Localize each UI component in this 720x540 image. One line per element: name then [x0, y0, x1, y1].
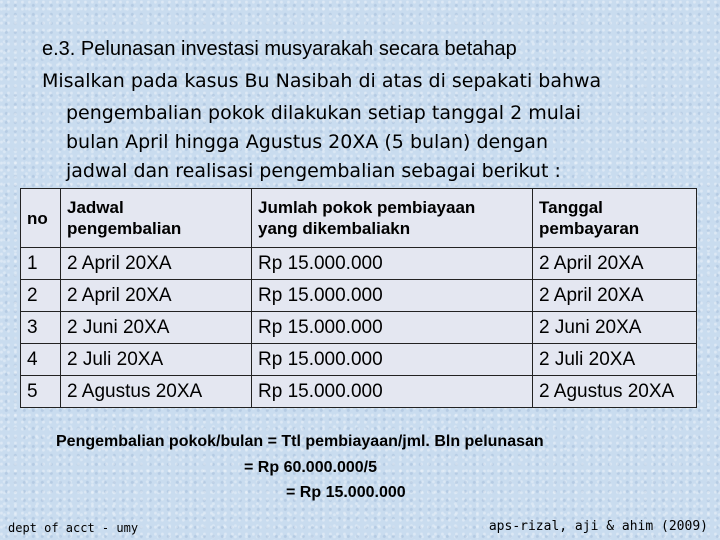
footer-left: dept of acct - umy — [8, 521, 139, 535]
header-jadwal-line-1: Jadwal — [67, 198, 124, 217]
cell-tanggal: 2 Juni 20XA — [533, 312, 697, 344]
paragraph-line-1: Misalkan pada kasus Bu Nasibah di atas di sepakati bahwa — [42, 70, 602, 92]
table-row — [21, 344, 697, 376]
header-no: no — [21, 189, 61, 248]
footer-right: aps-rizal, aji & ahim (2009) — [488, 519, 708, 534]
cell-jumlah: Rp 15.000.000 — [252, 280, 533, 312]
table-row — [21, 312, 697, 344]
cell-jumlah: Rp 15.000.000 — [252, 312, 533, 344]
header-jumlah-line-2: yang dikembaliakn — [258, 219, 411, 238]
header-jadwal — [61, 189, 252, 248]
table-row — [21, 248, 697, 280]
table-row — [21, 376, 697, 408]
table-row — [21, 280, 697, 312]
slide-title: e.3. Pelunasan investasi musyarakah secara betahap — [42, 38, 517, 60]
cell-tanggal: 2 April 20XA — [533, 248, 697, 280]
cell-tanggal: 2 April 20XA — [533, 280, 697, 312]
cell-jumlah: Rp 15.000.000 — [252, 248, 533, 280]
cell-jadwal: 2 April 20XA — [61, 248, 252, 280]
cell-tanggal: 2 Agustus 20XA — [533, 376, 697, 408]
cell-jadwal: 2 Juli 20XA — [61, 344, 252, 376]
formula-line-3: = Rp 15.000.000 — [286, 484, 406, 501]
cell-no: 5 — [21, 376, 61, 408]
paragraph-line-3: bulan April hingga Agustus 20XA (5 bulan) dengan — [66, 131, 548, 153]
cell-jumlah: Rp 15.000.000 — [252, 376, 533, 408]
header-tanggal-line-2: pembayaran — [539, 219, 640, 238]
table-header-row — [21, 189, 697, 248]
header-tanggal-line-1: Tanggal — [539, 198, 603, 217]
paragraph-line-4: jadwal dan realisasi pengembalian sebagai berikut : — [66, 160, 561, 182]
cell-no: 4 — [21, 344, 61, 376]
paragraph-line-2: pengembalian pokok dilakukan setiap tanggal 2 mulai — [66, 102, 581, 124]
cell-jumlah: Rp 15.000.000 — [252, 344, 533, 376]
cell-tanggal: 2 Juli 20XA — [533, 344, 697, 376]
header-tanggal — [533, 189, 697, 248]
header-jumlah — [252, 189, 533, 248]
repayment-schedule-table — [20, 188, 697, 408]
header-jadwal-line-2: pengembalian — [67, 219, 182, 238]
cell-no: 2 — [21, 280, 61, 312]
formula-line-2: = Rp 60.000.000/5 — [244, 459, 377, 476]
formula-line-1: Pengembalian pokok/bulan = Ttl pembiayaan/jml. Bln pelunasan — [56, 433, 544, 450]
cell-no: 3 — [21, 312, 61, 344]
cell-jadwal: 2 Agustus 20XA — [61, 376, 252, 408]
header-jumlah-line-1: Jumlah pokok pembiayaan — [258, 198, 476, 217]
cell-jadwal: 2 Juni 20XA — [61, 312, 252, 344]
cell-jadwal: 2 April 20XA — [61, 280, 252, 312]
cell-no: 1 — [21, 248, 61, 280]
